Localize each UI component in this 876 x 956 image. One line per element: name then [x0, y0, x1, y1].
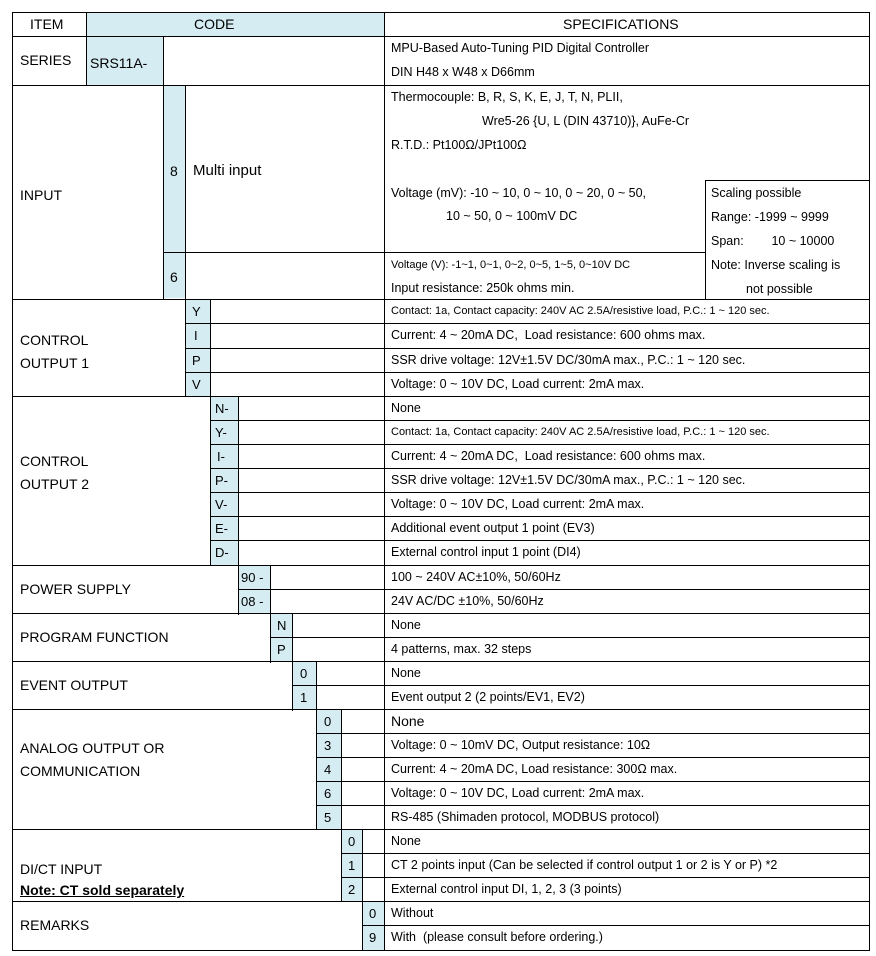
out2-code-i: I- — [217, 449, 225, 464]
out2-label-2: OUTPUT 2 — [20, 476, 89, 492]
border-bottom — [12, 950, 870, 951]
remarks-spec-0: Without — [391, 906, 434, 920]
dict-code-0: 0 — [348, 834, 356, 849]
input-rtd: R.T.D.: Pt100Ω/JPt100Ω — [391, 138, 527, 152]
series-bottom — [12, 85, 870, 86]
input-scale-3: Span: 10 ~ 10000 — [711, 234, 835, 248]
program-code-n: N — [277, 618, 287, 633]
analog-code-0: 0 — [324, 714, 332, 729]
event-bottom — [12, 709, 870, 710]
dict-spec-1: CT 2 points input (Can be selected if control output 1 or 2 is Y or P) *2 — [391, 858, 778, 872]
dict-label: DI/CT INPUT — [20, 861, 103, 877]
border-right — [869, 12, 870, 951]
power-label: POWER SUPPLY — [20, 581, 131, 597]
dict-code-2: 2 — [348, 882, 356, 897]
out1-spec-v: Voltage: 0 ~ 10V DC, Load current: 2mA max. — [391, 377, 645, 391]
program-code-right — [292, 613, 293, 663]
analog-spec-6: Voltage: 0 ~ 10V DC, Load current: 2mA max. — [391, 786, 645, 800]
series-spec-1: MPU-Based Auto-Tuning PID Digital Controller — [391, 41, 649, 55]
out2-code-e: E- — [215, 521, 228, 536]
out2-row2 — [210, 444, 870, 445]
out2-code-p: P- — [215, 473, 228, 488]
dict-bottom — [12, 901, 870, 902]
header-bottom — [12, 36, 870, 37]
power-row1 — [238, 589, 870, 590]
out1-code-y: Y — [192, 304, 201, 319]
analog-bottom — [12, 829, 870, 830]
dict-spec-2: External control input DI, 1, 2, 3 (3 points) — [391, 882, 622, 896]
out2-row1 — [210, 420, 870, 421]
input-scale-left — [705, 180, 706, 300]
power-code-90: 90 - — [241, 570, 264, 585]
out1-spec-i: Current: 4 ~ 20mA DC, Load resistance: 600 ohms max. — [391, 328, 706, 342]
analog-spec-4: Current: 4 ~ 20mA DC, Load resistance: 300Ω max. — [391, 762, 678, 776]
out2-row5 — [210, 516, 870, 517]
input-tc-1: Thermocouple: B, R, S, K, E, J, T, N, PLII, — [391, 90, 623, 104]
input-mv-2: 10 ~ 50, 0 ~ 100mV DC — [446, 209, 578, 223]
analog-code-3: 3 — [324, 738, 332, 753]
power-code-08: 08 - — [241, 594, 264, 609]
remarks-code-9: 9 — [369, 930, 377, 945]
header-code-bg — [86, 12, 384, 36]
input-code-8-desc: Multi input — [193, 162, 262, 179]
out2-spec-v: Voltage: 0 ~ 10V DC, Load current: 2mA max. — [391, 497, 645, 511]
program-spec-p: 4 patterns, max. 32 steps — [391, 642, 532, 656]
analog-code-4: 4 — [324, 762, 332, 777]
program-label: PROGRAM FUNCTION — [20, 629, 169, 645]
event-code-0: 0 — [300, 666, 308, 681]
out1-label-1: CONTROL — [20, 332, 89, 348]
header-specs: SPECIFICATIONS — [563, 16, 679, 32]
power-spec-90: 100 ~ 240V AC±10%, 50/60Hz — [391, 570, 561, 584]
out2-spec-y: Contact: 1a, Contact capacity: 240V AC 2.5A/resistive load, P.C.: 1 ~ 120 sec. — [391, 426, 770, 438]
program-row1 — [270, 637, 870, 638]
out1-row3 — [185, 372, 870, 373]
analog-spec-0: None — [391, 713, 425, 729]
power-code-left — [238, 565, 239, 615]
input-mid — [163, 252, 705, 253]
series-code-right — [163, 36, 164, 86]
dict-row2 — [341, 877, 870, 878]
remarks-code-0: 0 — [369, 906, 377, 921]
program-code-p: P — [277, 642, 286, 657]
out1-code-p: P — [192, 353, 201, 368]
out1-code-i: I — [194, 328, 198, 343]
event-code-right — [316, 661, 317, 711]
dict-row1 — [341, 853, 870, 854]
event-code-left — [292, 661, 293, 711]
out2-code-d: D- — [215, 545, 229, 560]
dict-code-right — [362, 829, 363, 902]
analog-code-5: 5 — [324, 810, 332, 825]
input-v-2: Input resistance: 250k ohms min. — [391, 281, 575, 295]
remarks-label: REMARKS — [20, 917, 90, 933]
event-row1 — [292, 685, 870, 686]
analog-spec-5: RS-485 (Shimaden protocol, MODBUS protocol) — [391, 810, 660, 824]
analog-code-right — [341, 709, 342, 830]
analog-label-2: COMMUNICATION — [20, 763, 141, 779]
dict-note: Note: CT sold separately — [20, 882, 185, 898]
event-spec-0: None — [391, 666, 421, 680]
out2-code-y: Y- — [215, 425, 227, 440]
event-label: EVENT OUTPUT — [20, 677, 128, 693]
out2-row4 — [210, 492, 870, 493]
analog-code-left — [316, 709, 317, 830]
header-item-divider — [86, 12, 87, 86]
border-left — [12, 12, 13, 951]
remarks-row1 — [362, 925, 870, 926]
out1-spec-y: Contact: 1a, Contact capacity: 240V AC 2.5A/resistive load, P.C.: 1 ~ 120 sec. — [391, 305, 770, 317]
out2-spec-p: SSR drive voltage: 12V±1.5V DC/30mA max., P.C.: 1 ~ 120 sec. — [391, 473, 746, 487]
input-scale-2: Range: -1999 ~ 9999 — [711, 210, 829, 224]
out2-label-1: CONTROL — [20, 453, 89, 469]
out1-bottom — [12, 396, 870, 397]
analog-row4 — [316, 805, 870, 806]
input-code-bg — [163, 86, 185, 298]
remarks-code-left — [362, 901, 363, 951]
header-item: ITEM — [30, 16, 64, 32]
dict-code-left — [341, 829, 342, 902]
out2-code-v: V- — [215, 497, 228, 512]
input-bottom — [12, 299, 870, 300]
remarks-spec-9: With (please consult before ordering.) — [391, 930, 603, 944]
out1-code-v: V — [192, 377, 201, 392]
event-spec-1: Event output 2 (2 points/EV1, EV2) — [391, 690, 585, 704]
dict-code-1: 1 — [348, 858, 356, 873]
header-code: CODE — [194, 16, 235, 32]
out2-row3 — [210, 468, 870, 469]
series-spec-2: DIN H48 x W48 x D66mm — [391, 65, 535, 79]
analog-label-1: ANALOG OUTPUT OR — [20, 740, 165, 756]
power-code-right — [270, 565, 271, 615]
out2-spec-n: None — [391, 401, 421, 415]
out2-spec-i: Current: 4 ~ 20mA DC, Load resistance: 600 ohms max. — [391, 449, 706, 463]
power-spec-08: 24V AC/DC ±10%, 50/60Hz — [391, 594, 544, 608]
input-label: INPUT — [20, 187, 62, 203]
input-code-8: 8 — [170, 163, 178, 179]
input-scale-top — [705, 180, 870, 181]
out2-row6 — [210, 540, 870, 541]
event-code-1: 1 — [300, 690, 308, 705]
analog-code-6: 6 — [324, 786, 332, 801]
input-tc-2: Wre5-26 {U, L (DIN 43710)}, AuFe-Cr — [482, 114, 690, 128]
analog-row1 — [316, 733, 870, 734]
spec-divider — [384, 12, 385, 951]
input-scale-5: not possible — [746, 282, 813, 296]
program-bottom — [12, 661, 870, 662]
program-spec-n: None — [391, 618, 421, 632]
input-code-right — [185, 85, 186, 300]
input-code-6: 6 — [170, 269, 178, 285]
series-label: SERIES — [20, 52, 72, 68]
input-v-1: Voltage (V): -1~1, 0~1, 0~2, 0~5, 1~5, 0~10V DC — [391, 259, 631, 271]
analog-spec-3: Voltage: 0 ~ 10mV DC, Output resistance: 10Ω — [391, 738, 651, 752]
out2-bottom — [12, 565, 870, 566]
series-code: SRS11A- — [90, 55, 148, 71]
out2-spec-e: Additional event output 1 point (EV3) — [391, 521, 595, 535]
analog-row3 — [316, 781, 870, 782]
out1-row1 — [185, 323, 870, 324]
out1-label-2: OUTPUT 1 — [20, 355, 89, 371]
out2-spec-d: External control input 1 point (DI4) — [391, 545, 581, 559]
dict-spec-0: None — [391, 834, 421, 848]
program-code-left — [270, 613, 271, 663]
input-scale-1: Scaling possible — [711, 186, 802, 200]
input-code-left — [163, 85, 164, 300]
input-mv-1: Voltage (mV): -10 ~ 10, 0 ~ 10, 0 ~ 20, 0 ~ 50, — [391, 186, 647, 200]
out1-spec-p: SSR drive voltage: 12V±1.5V DC/30mA max., P.C.: 1 ~ 120 sec. — [391, 353, 746, 367]
input-scale-4: Note: Inverse scaling is — [711, 258, 841, 272]
analog-row2 — [316, 757, 870, 758]
out1-row2 — [185, 348, 870, 349]
out2-code-n: N- — [215, 401, 229, 416]
power-bottom — [12, 613, 870, 614]
border-top — [12, 12, 870, 13]
